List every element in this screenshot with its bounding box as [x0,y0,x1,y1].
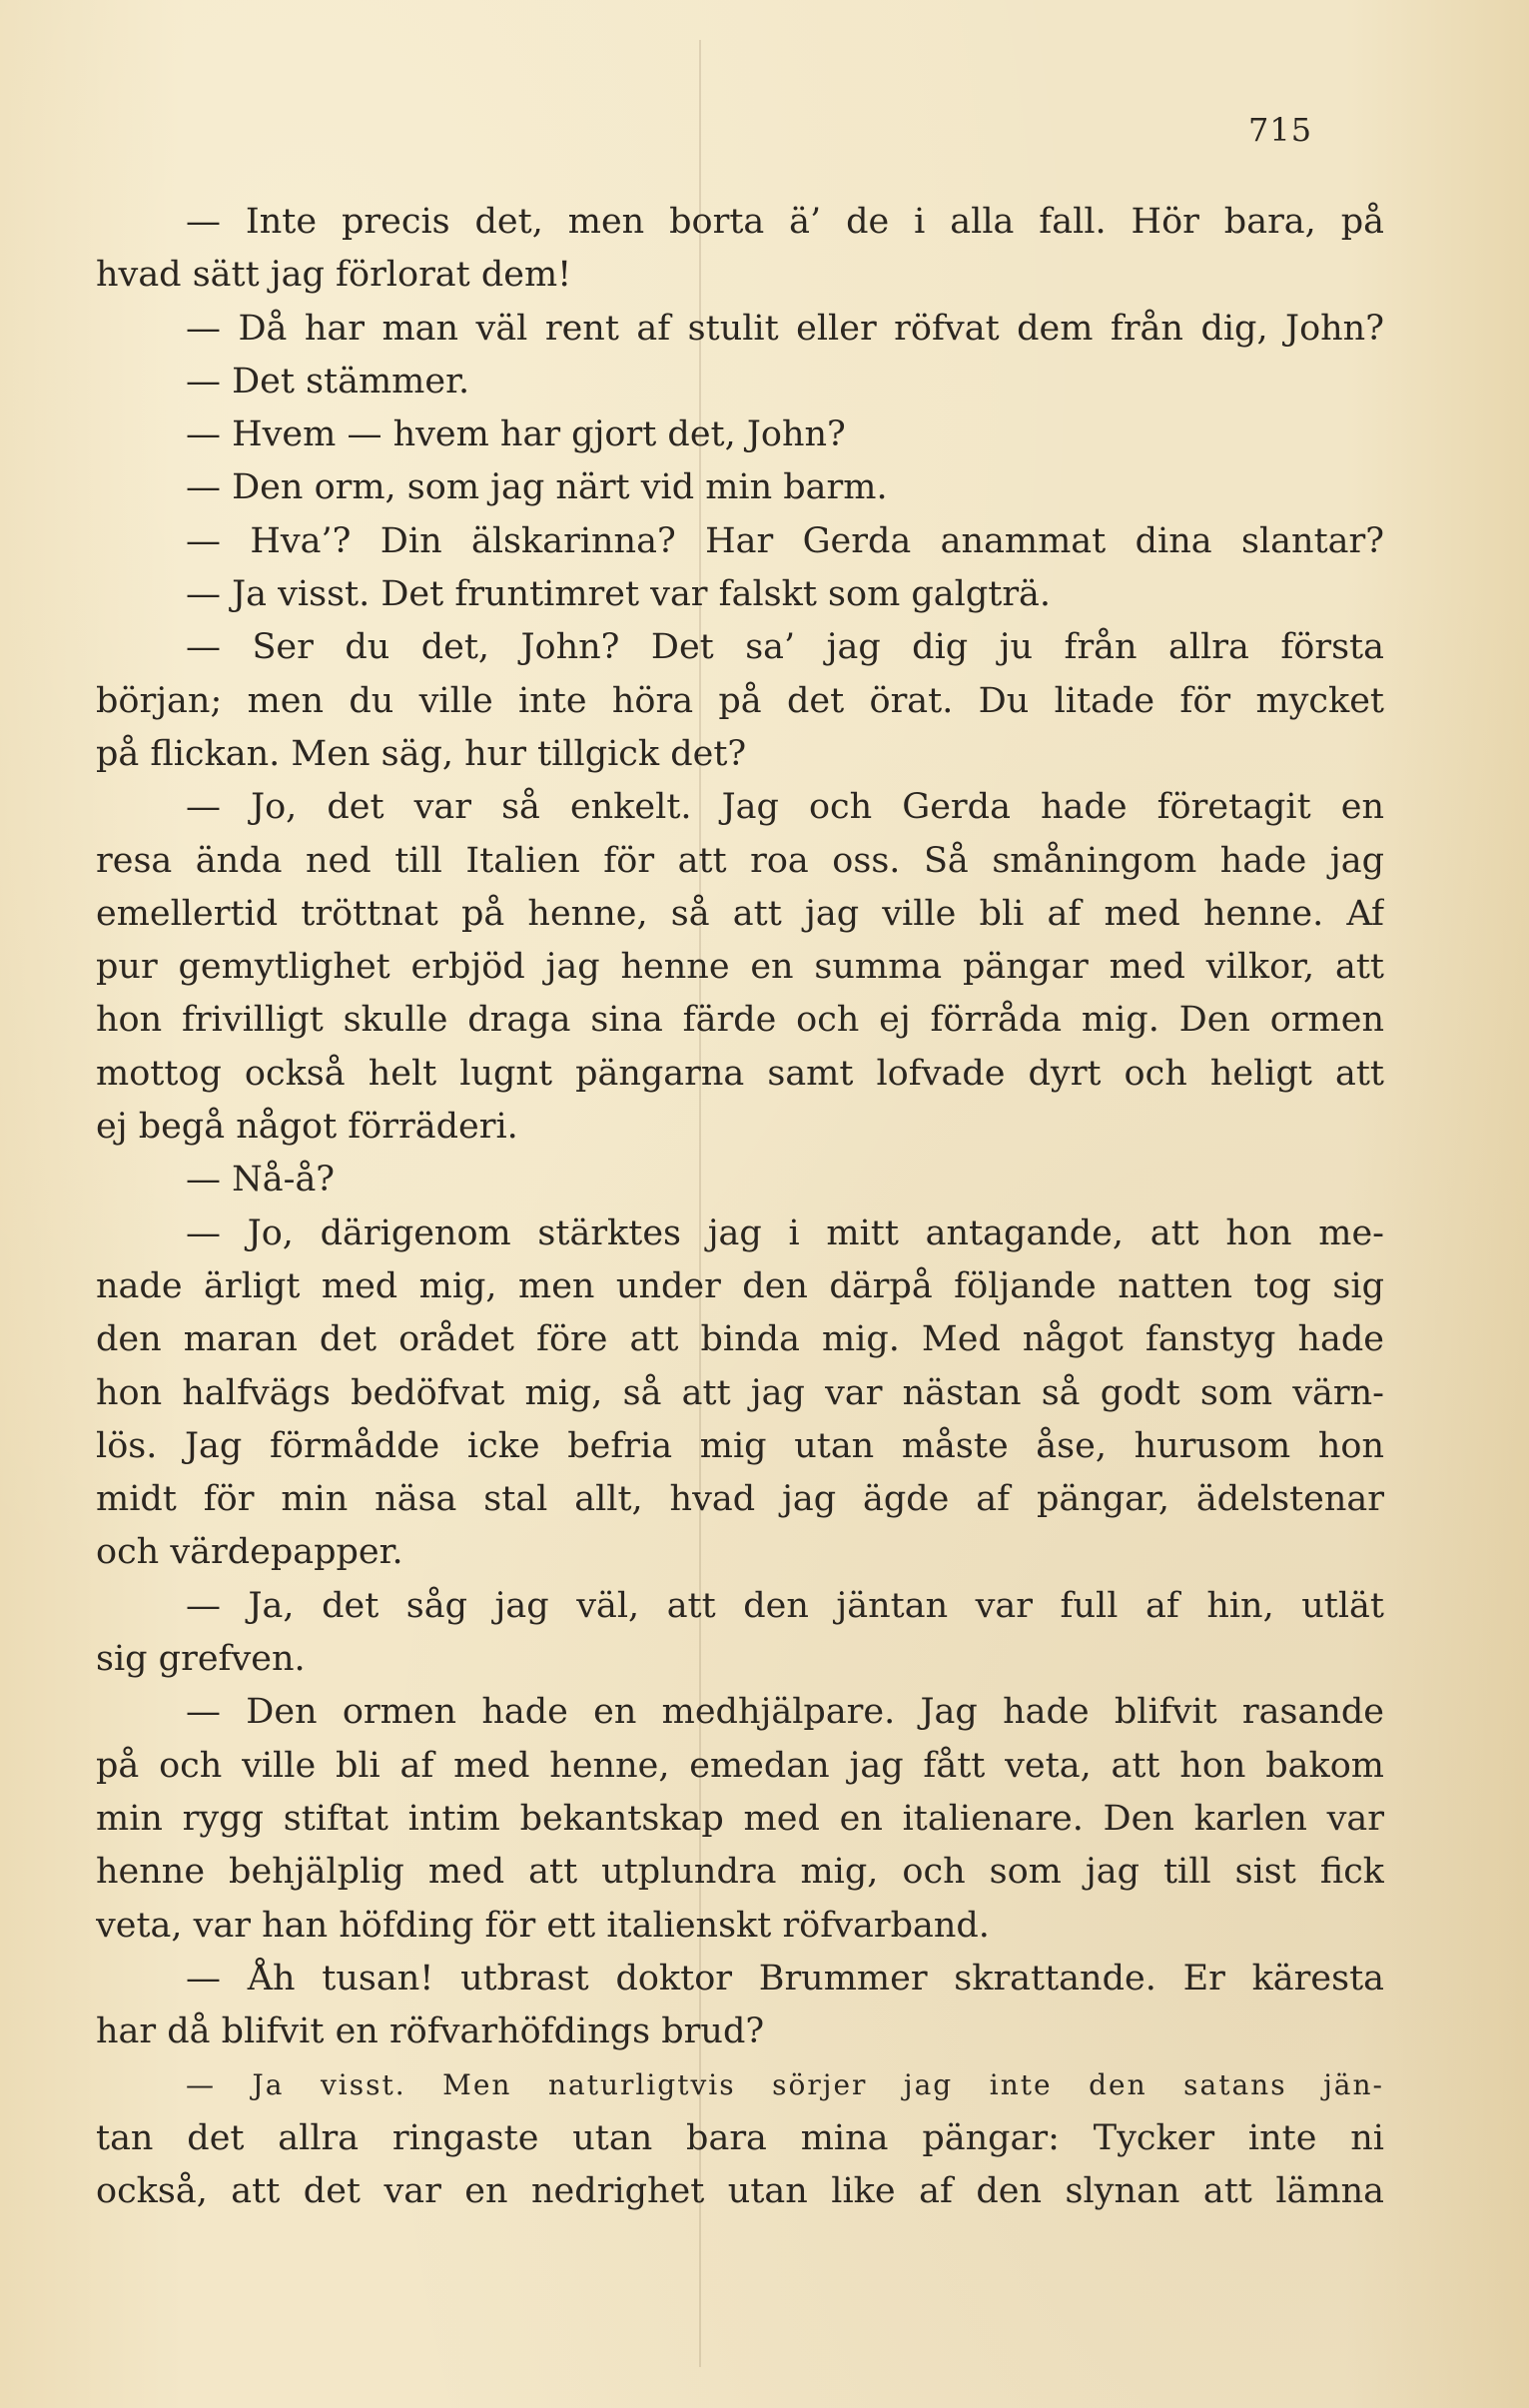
text-line: resa ända ned till Italien för att roa oss. Så småningom hade jag [96,840,1384,881]
text-line: och värdepapper. [96,1532,403,1573]
text-line: på och ville bli af med henne, emedan jag fått veta, att hon bakom [96,1745,1384,1786]
text-line: — Ja visst. Men naturligtvis sörjer jag inte den satans jän- [186,2068,1384,2102]
text-line: henne behjälplig med att utplundra mig, och som jag till sist fick [96,1852,1384,1893]
text-line: tan det allra ringaste utan bara mina pängar: Tycker inte ni [96,2117,1384,2158]
text-line: — Då har man väl rent af stulit eller röfvat dem från dig, John? [186,308,1384,349]
text-line: hon halfvägs bedöfvat mig, så att jag var nästan så godt som värn- [96,1372,1384,1413]
text-line: hon frivilligt skulle draga sina färde och ej förråda mig. Den ormen [96,1000,1384,1041]
text-line: — Nå-å? [186,1160,336,1201]
text-line: lös. Jag förmådde icke befria mig utan måste åse, hurusom hon [96,1425,1384,1466]
text-line: emellertid tröttnat på henne, så att jag ville bli af med henne. Af [96,893,1384,934]
text-line: mottog också helt lugnt pängarna samt lofvade dyrt och heligt att [96,1053,1384,1094]
text-line: — Hvem — hvem har gjort det, John? [186,414,846,455]
text-line: sig grefven. [96,1639,306,1680]
text-line: — Den orm, som jag närt vid min barm. [186,467,888,508]
text-line: midt för min näsa stal allt, hvad jag ägde af pängar, ädelstenar [96,1479,1384,1520]
text-line: början; men du ville inte höra på det örat. Du litade för mycket [96,680,1384,721]
text-line: också, att det var en nedrighet utan like af den slynan att lämna [96,2170,1384,2211]
text-line: den maran det orådet före att binda mig. Med något fanstyg hade [96,1319,1384,1360]
body-text [96,196,1384,2218]
text-line: — Åh tusan! utbrast doktor Brummer skrattande. Er käresta [186,1958,1384,1999]
text-line: — Hva’? Din älskarinna? Har Gerda anammat dina slantar? [186,520,1384,561]
text-line: — Ja visst. Det fruntimret var falskt som galgträ. [186,574,1052,615]
text-line: min rygg stiftat intim bekantskap med en italienare. Den karlen var [96,1798,1384,1839]
text-line: — Ja, det såg jag väl, att den jäntan var full af hin, utlät [186,1585,1384,1626]
text-line: — Jo, det var så enkelt. Jag och Gerda hade företagit en [186,787,1384,828]
text-line: — Det stämmer. [186,361,470,401]
text-line: på flickan. Men säg, hur tillgick det? [96,733,747,774]
text-line: hvad sätt jag förlorat dem! [96,255,572,296]
text-line: veta, var han höfding för ett italienskt röfvarband. [96,1905,990,1946]
page-number: 715 [1248,111,1313,149]
text-line: — Inte precis det, men borta ä’ de i alla fall. Hör bara, på [186,202,1384,242]
text-line: ej begå något förräderi. [96,1107,518,1148]
text-line: har då blifvit en röfvarhöfdings brud? [96,2011,765,2052]
text-line: pur gemytlighet erbjöd jag henne en summa pängar med vilkor, att [96,947,1384,988]
text-line: nade ärligt med mig, men under den därpå följande natten tog sig [96,1265,1384,1306]
text-line: — Ser du det, John? Det sa’ jag dig ju från allra första [186,627,1384,668]
text-line: — Jo, därigenom stärktes jag i mitt antagande, att hon me- [186,1212,1384,1253]
text-line: — Den ormen hade en medhjälpare. Jag hade blifvit rasande [186,1692,1384,1733]
